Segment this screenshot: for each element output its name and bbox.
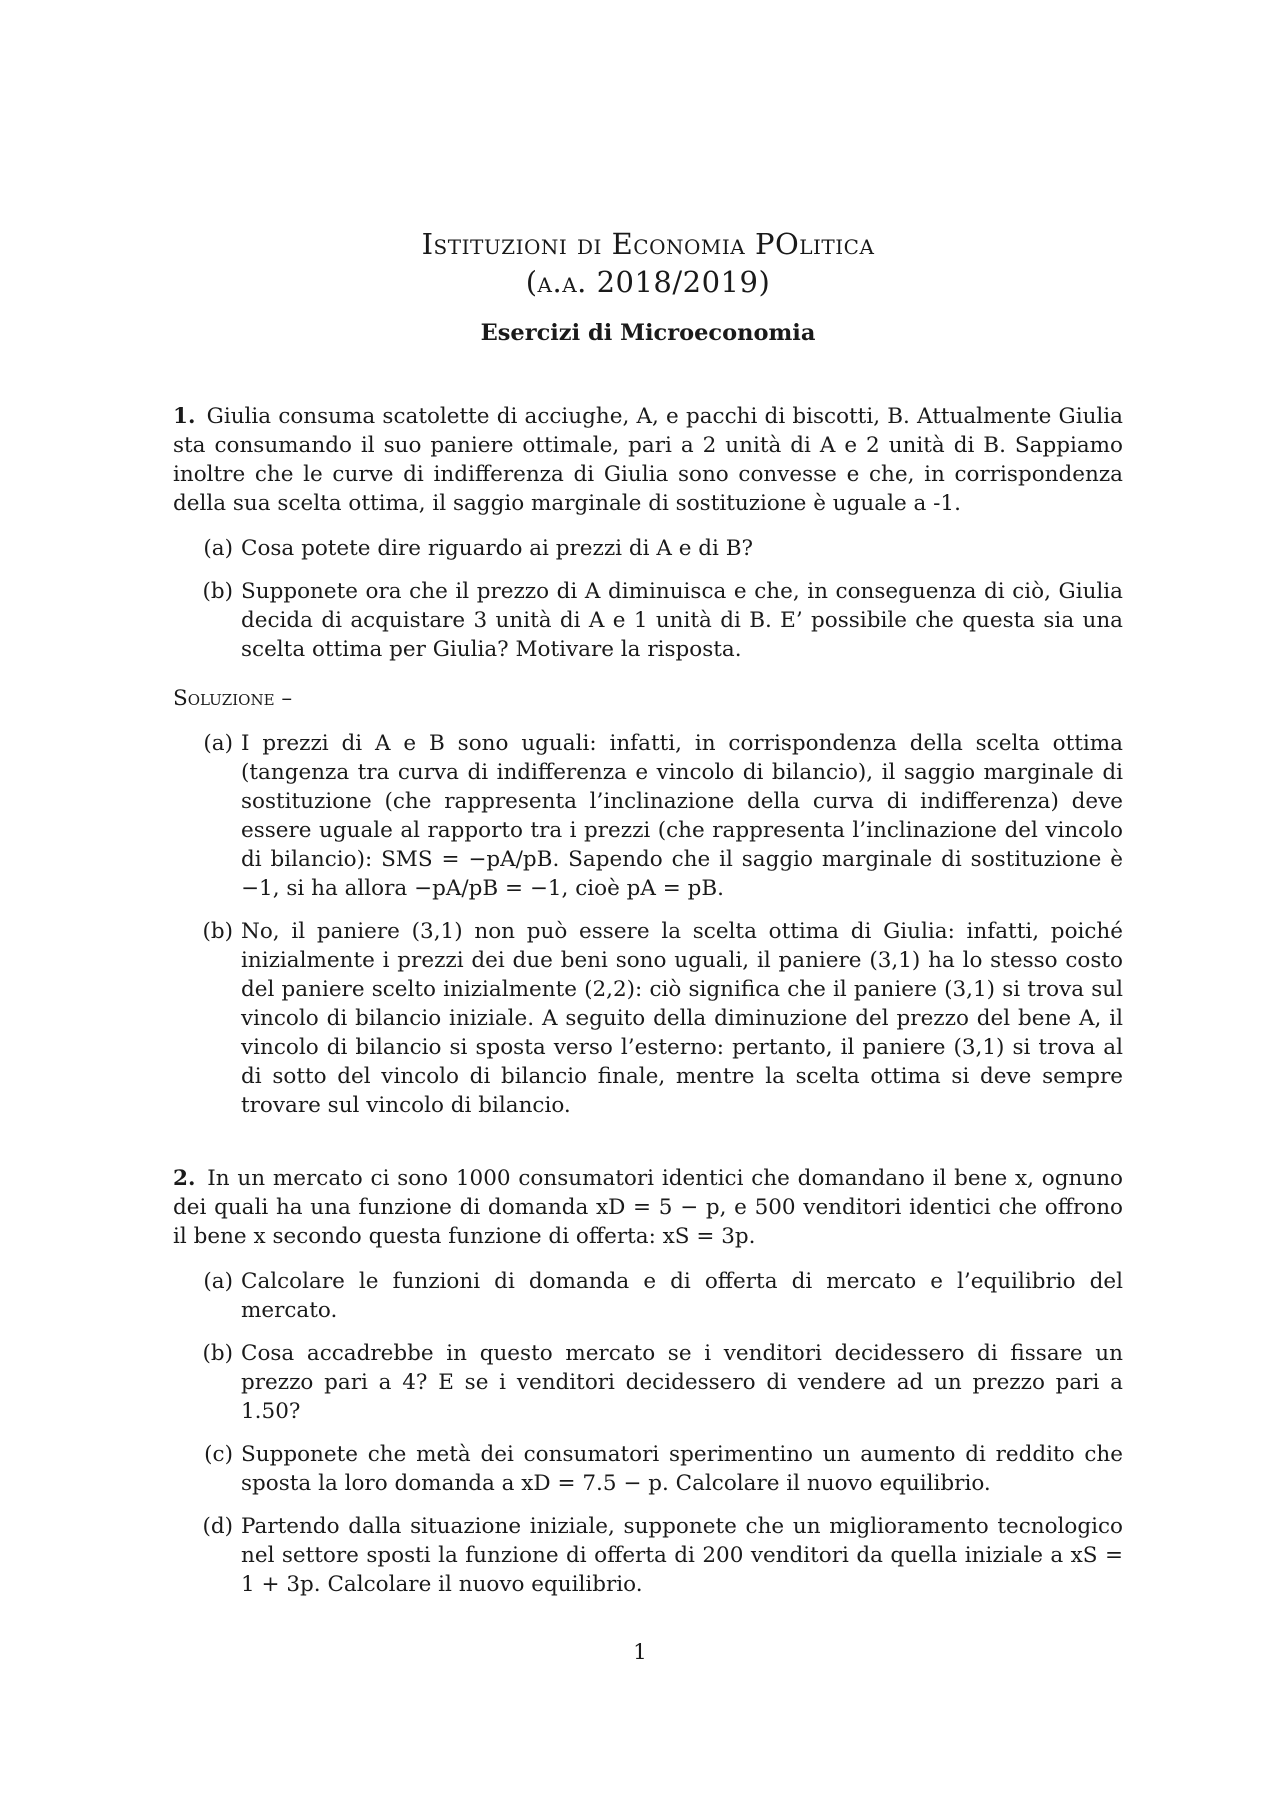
- problem-1-statement: [173, 402, 1123, 518]
- page-number: 1: [633, 1640, 647, 1665]
- problem-1-questions: [173, 534, 1123, 664]
- problem-1-solution: [173, 729, 1123, 1120]
- question-label: (b): [202, 1341, 233, 1366]
- question-item: [173, 577, 1123, 664]
- course-title: Istituzioni di Economia POlitica: [421, 227, 875, 261]
- problem-1-number: 1.: [173, 404, 196, 429]
- academic-year: (a.a. 2018/2019): [525, 265, 771, 299]
- solution-heading: Soluzione –: [173, 686, 293, 711]
- problem-2-number: 2.: [173, 1166, 196, 1191]
- solution-item-label: (a): [203, 731, 233, 756]
- question-label: (c): [204, 1442, 233, 1467]
- problem-1-text: Giulia consuma scatolette di acciughe, A, e pacchi di biscotti, B. Attualmente Giulia sta consumando il suo paniere ottimale, pari a 2 unità di A e 2 unità di B. Sappiamo inoltre che le curve di indifferenza di Giulia sono convesse e che, in corrispondenza della sua scelta ottima, il saggio marginale di sostituzione è uguale a -1.: [173, 404, 1123, 516]
- solution-item: [173, 729, 1123, 903]
- question-text: Partendo dalla situazione iniziale, supponete che un miglioramento tecnologico nel settore sposti la funzione di offerta di 200 venditori da quella iniziale a xS = 1 + 3p. Calcolare il nuovo equilibrio.: [241, 1514, 1123, 1597]
- question-text: Supponete ora che il prezzo di A diminuisca e che, in conseguenza di ciò, Giulia decida di acquistare 3 unità di A e 1 unità di B. E’ possibile che questa sia una scelta ottima per Giulia? Motivare la risposta.: [241, 579, 1123, 662]
- solution-item-text: No, il paniere (3,1) non può essere la scelta ottima di Giulia: infatti, poiché inizialmente i prezzi dei due beni sono uguali, il paniere (3,1) ha lo stesso costo del paniere scelto inizialmente (2,2): ciò significa che il paniere (3,1) si trova sul vincolo di bilancio iniziale. A seguito della diminuzione del prezzo del bene A, il vincolo di bilancio si sposta verso l’esterno: pertanto, il paniere (3,1) si trova al di sotto del vincolo di bilancio finale, mentre la scelta ottima si deve sempre trovare sul vincolo di bilancio.: [241, 919, 1123, 1118]
- question-item: [173, 1267, 1123, 1325]
- question-text: Cosa accadrebbe in questo mercato se i venditori decidessero di fissare un prezzo pari a 4? E se i venditori decidessero di vendere ad un prezzo pari a 1.50?: [241, 1341, 1123, 1424]
- problem-2-text: In un mercato ci sono 1000 consumatori identici che domandano il bene x, ognuno dei quali ha una funzione di domanda xD = 5 − p, e 500 venditori identici che offrono il bene x secondo questa funzione di offerta: xS = 3p.: [173, 1166, 1123, 1249]
- problem-2-questions: [173, 1267, 1123, 1599]
- problem-2: [173, 1164, 1123, 1599]
- question-text: Supponete che metà dei consumatori sperimentino un aumento di reddito che sposta la loro domanda a xD = 7.5 − p. Calcolare il nuovo equilibrio.: [241, 1442, 1123, 1496]
- question-item: [173, 1512, 1123, 1599]
- question-label: (a): [203, 1269, 233, 1294]
- document-subtitle: Esercizi di Microeconomia: [480, 320, 816, 346]
- question-text: Cosa potete dire riguardo ai prezzi di A e di B?: [241, 536, 754, 561]
- problem-1: [173, 402, 1123, 1120]
- question-label: (a): [203, 536, 233, 561]
- solution-item-text: I prezzi di A e B sono uguali: infatti, in corrispondenza della scelta ottima (tangenza tra curva di indifferenza e vincolo di bilancio), il saggio marginale di sostituzione (che rappresenta l’inclinazione della curva di indifferenza) deve essere uguale al rapporto tra i prezzi (che rappresenta l’inclinazione del vincolo di bilancio): SMS = −pA/pB. Sapendo che il saggio marginale di sostituzione è −1, si ha allora −pA/pB = −1, cioè pA = pB.: [241, 731, 1123, 901]
- solution-item-label: (b): [202, 919, 233, 944]
- solution-item: [173, 917, 1123, 1120]
- question-label: (b): [202, 579, 233, 604]
- document-page: [173, 225, 1123, 1613]
- question-label: (d): [202, 1514, 233, 1539]
- question-item: [173, 534, 1123, 563]
- question-text: Calcolare le funzioni di domanda e di offerta di mercato e l’equilibrio del mercato.: [241, 1269, 1123, 1323]
- title-block: [173, 225, 1123, 348]
- problem-2-statement: [173, 1164, 1123, 1251]
- question-item: [173, 1339, 1123, 1426]
- question-item: [173, 1440, 1123, 1498]
